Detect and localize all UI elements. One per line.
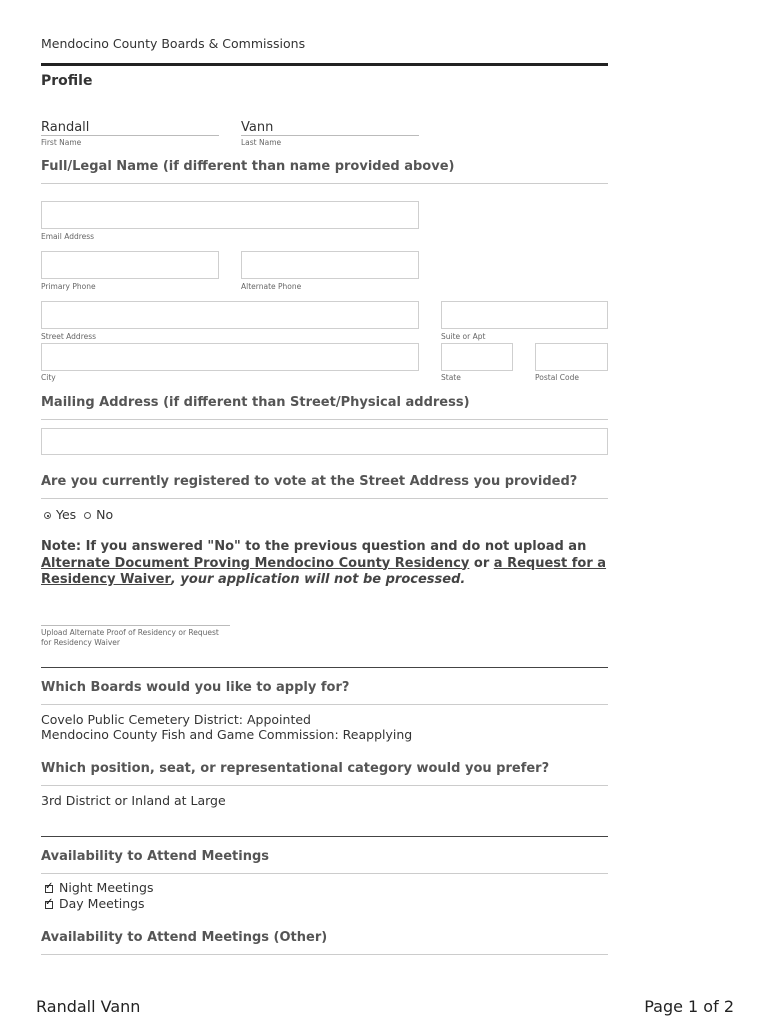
alternate-phone-field[interactable] — [241, 251, 419, 279]
postal-code-field[interactable] — [535, 343, 608, 371]
day-meetings-label: Day Meetings — [59, 896, 145, 911]
full-legal-name-rule — [41, 183, 608, 184]
board-item-2: Mendocino County Fish and Game Commission: Reapplying — [41, 727, 413, 742]
mailing-address-field[interactable] — [41, 428, 608, 455]
boards-heading: Which Boards would you like to apply for? — [41, 680, 350, 695]
radio-selected-icon[interactable] — [44, 512, 51, 519]
section-divider-2 — [41, 836, 608, 837]
mailing-address-heading: Mailing Address (if different than Street/Physical address) — [41, 395, 470, 410]
suite-field[interactable] — [441, 301, 608, 329]
vote-no-label: No — [96, 507, 114, 522]
board-item-1: Covelo Public Cemetery District: Appointed — [41, 712, 311, 727]
upload-underline[interactable] — [41, 625, 230, 626]
email-field[interactable] — [41, 201, 419, 229]
position-rule — [41, 785, 608, 786]
street-address-label: Street Address — [41, 332, 97, 341]
residency-note — [41, 539, 611, 589]
mailing-address-rule — [41, 419, 608, 420]
note-prefix: Note: If you answered "No" to the previous question and do not upload an — [41, 539, 587, 554]
first-name-value: Randall — [41, 120, 90, 135]
night-meetings-option[interactable] — [45, 880, 153, 895]
boards-rule — [41, 704, 608, 705]
primary-phone-label: Primary Phone — [41, 282, 96, 291]
alternate-phone-label: Alternate Phone — [241, 282, 302, 291]
upload-label-line1: Upload Alternate Proof of Residency or Request — [41, 628, 219, 637]
email-label: Email Address — [41, 232, 95, 241]
street-address-field[interactable] — [41, 301, 419, 329]
checkbox-checked-icon[interactable] — [45, 901, 53, 909]
form-header-title: Mendocino County Boards & Commissions — [41, 36, 306, 51]
suite-label: Suite or Apt — [441, 332, 486, 341]
state-label: State — [441, 373, 461, 382]
footer-page-number: Page 1 of 2 — [644, 997, 734, 1016]
vote-yes-option[interactable] — [44, 507, 76, 522]
city-label: City — [41, 373, 56, 382]
checkbox-checked-icon[interactable] — [45, 885, 53, 893]
last-name-label: Last Name — [241, 138, 282, 147]
first-name-label: First Name — [41, 138, 82, 147]
availability-heading: Availability to Attend Meetings — [41, 849, 270, 864]
section-divider — [41, 667, 608, 668]
header-divider — [41, 63, 608, 66]
vote-no-option[interactable] — [84, 507, 113, 522]
availability-rule — [41, 873, 608, 874]
residency-waiver-link[interactable]: a Request for a Residency Waiver — [41, 555, 607, 587]
alternate-document-link[interactable]: Alternate Document Proving Mendocino County Residency — [41, 555, 470, 571]
position-heading: Which position, seat, or representational category would you prefer? — [41, 761, 550, 776]
night-meetings-label: Night Meetings — [59, 880, 154, 895]
footer-applicant-name: Randall Vann — [36, 997, 141, 1016]
vote-question-rule — [41, 498, 608, 499]
radio-unselected-icon[interactable] — [84, 512, 91, 519]
position-value: 3rd District or Inland at Large — [41, 793, 226, 808]
note-middle: or — [469, 555, 494, 571]
availability-other-heading: Availability to Attend Meetings (Other) — [41, 930, 328, 945]
upload-label-line2: for Residency Waiver — [41, 638, 121, 647]
availability-other-rule — [41, 954, 608, 955]
last-name-underline — [241, 135, 419, 136]
postal-code-label: Postal Code — [535, 373, 579, 382]
vote-yes-label: Yes — [56, 507, 77, 522]
note-suffix: , your application will not be processed. — [170, 572, 466, 587]
full-legal-name-heading: Full/Legal Name (if different than name provided above) — [41, 159, 455, 174]
day-meetings-option[interactable] — [45, 896, 145, 911]
city-field[interactable] — [41, 343, 419, 371]
profile-heading: Profile — [41, 73, 93, 89]
last-name-value: Vann — [241, 120, 274, 135]
primary-phone-field[interactable] — [41, 251, 219, 279]
vote-question: Are you currently registered to vote at the Street Address you provided? — [41, 474, 578, 489]
vote-radio-group — [44, 507, 113, 522]
state-field[interactable] — [441, 343, 513, 371]
first-name-underline — [41, 135, 219, 136]
